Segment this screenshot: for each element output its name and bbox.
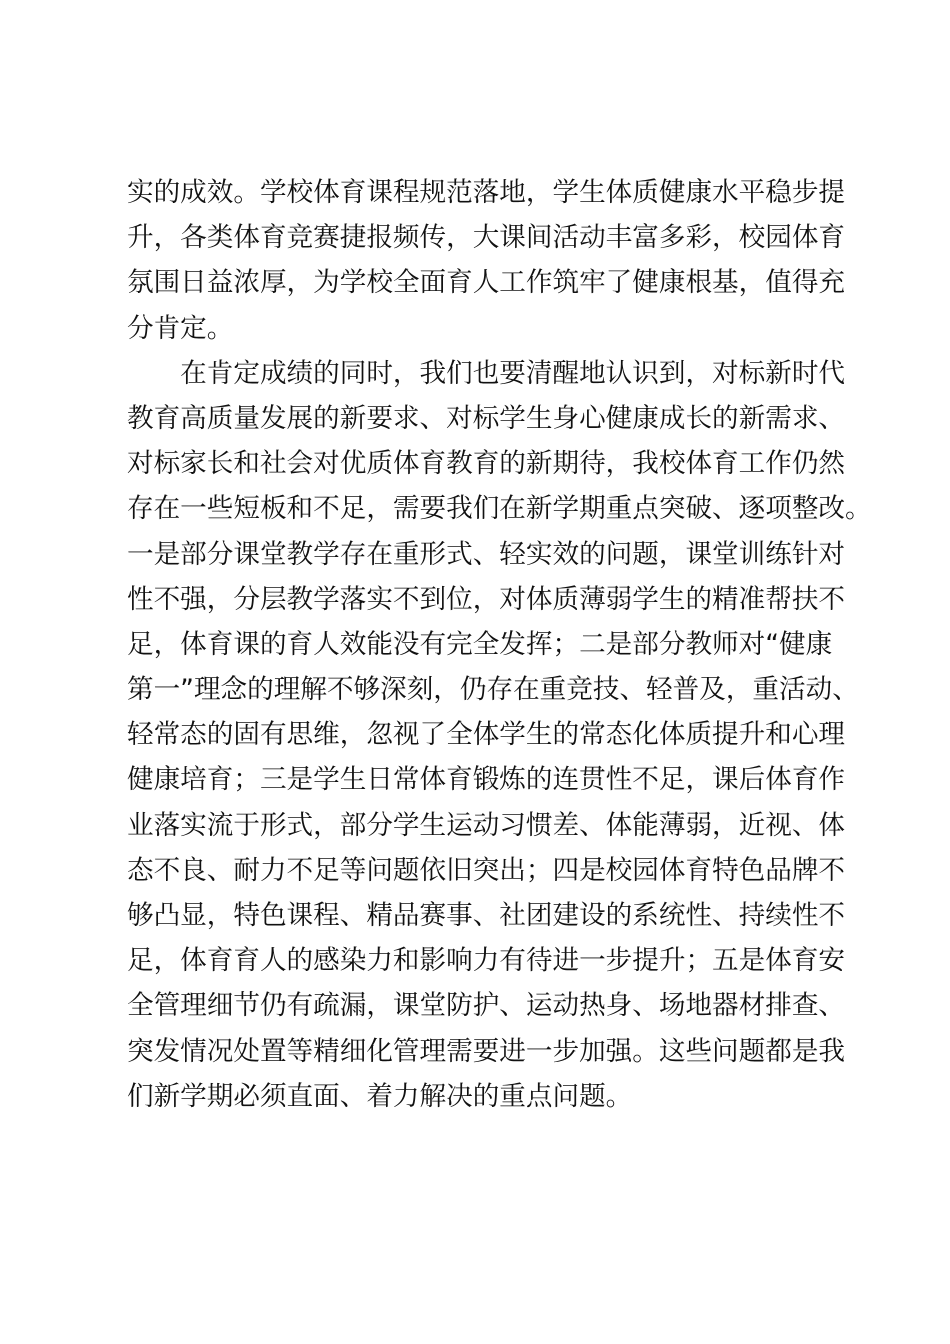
text-line: 在肯定成绩的同时，我们也要清醒地认识到，对标新时代 [127, 357, 846, 389]
text-line: 突发情况处置等精细化管理需要进一步加强。这些问题都是我 [127, 1035, 846, 1067]
text-line: 轻常态的固有思维，忽视了全体学生的常态化体质提升和心理 [127, 719, 846, 751]
text-line: 够凸显，特色课程、精品赛事、社团建设的系统性、持续性不 [127, 900, 846, 931]
text-line: 足，体育育人的感染力和影响力有待进一步提升；五是体育安 [127, 945, 846, 977]
text-line: 实的成效。学校体育课程规范落地，学生体质健康水平稳步提 [127, 177, 846, 208]
body-text [127, 170, 872, 1119]
text-line: 对标家长和社会对优质体育教育的新期待，我校体育工作仍然 [127, 448, 846, 480]
text-line: 存在一些短板和不足，需要我们在新学期重点突破、逐项整改。 [127, 493, 872, 525]
text-line: 业落实流于形式，部分学生运动习惯差、体能薄弱，近视、体 [127, 809, 846, 841]
text-line: 全管理细节仍有疏漏，课堂防护、运动热身、场地器材排查、 [127, 990, 846, 1022]
text-line: 一是部分课堂教学存在重形式、轻实效的问题，课堂训练针对 [127, 538, 846, 570]
text-line: 态不良、耐力不足等问题依旧突出；四是校园体育特色品牌不 [127, 854, 846, 886]
text-line: 分肯定。 [127, 312, 234, 344]
text-line: 教育高质量发展的新要求、对标学生身心健康成长的新需求、 [127, 402, 846, 434]
text-line: 健康培育；三是学生日常体育锻炼的连贯性不足，课后体育作 [127, 764, 846, 796]
text-line: 性不强，分层教学落实不到位，对体质薄弱学生的精准帮扶不 [127, 583, 846, 615]
text-line: 第一”理念的理解不够深刻，仍存在重竞技、轻普及，重活动、 [127, 674, 859, 706]
text-line: 们新学期必须直面、着力解决的重点问题。 [127, 1080, 633, 1112]
text-line: 氛围日益浓厚，为学校全面育人工作筑牢了健康根基，值得充 [127, 267, 846, 299]
text-line: 足，体育课的育人效能没有完全发挥；二是部分教师对“健康 [127, 628, 833, 660]
text-line: 升，各类体育竞赛捷报频传，大课间活动丰富多彩，校园体育 [127, 222, 846, 254]
